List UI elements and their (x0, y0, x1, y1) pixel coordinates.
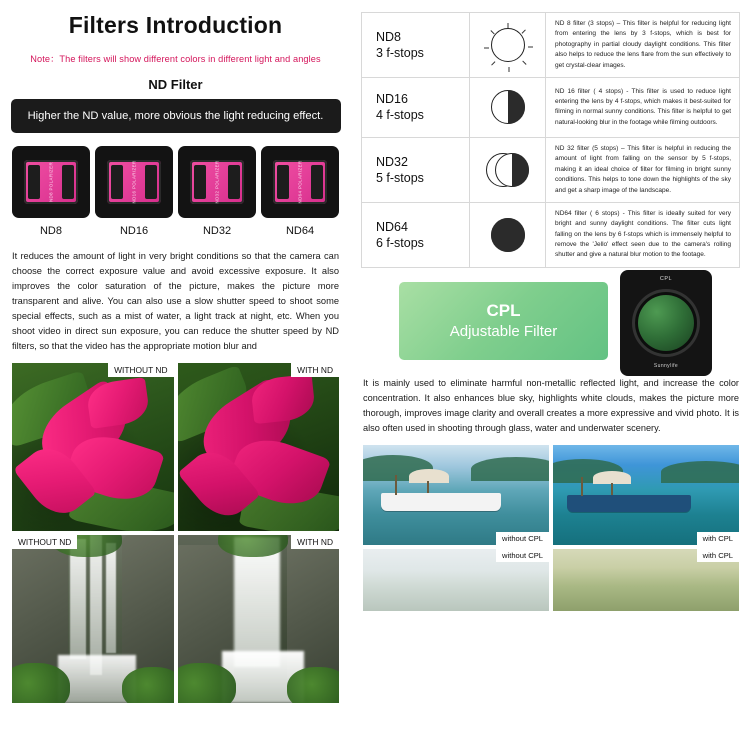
cpl-section (361, 275, 740, 369)
lens-glass (273, 160, 327, 204)
nd-filter-item (178, 146, 256, 237)
table-row (362, 13, 739, 78)
cpl-banner-title: CPL (486, 301, 521, 321)
photo-tag: WITHOUT ND (12, 535, 77, 549)
nd-description-paragraph: It reduces the amount of light in very bright conditions so that the camera can choose the correct exposure value and avoid excessive exposure. It also improves the color saturation of the picture, makes the picture more transparent and alive. You can also use a slow shutter speed to shoot some special effects, such as a mist of water, a light track at night, etc. When you shoot video in direct sun exposure, you can reduce the shutter speed by ND filters, so that the video has the appropriate motion blur and (12, 251, 339, 352)
shallow-without-cpl-photo (363, 549, 549, 611)
lens-glass (190, 160, 244, 204)
photo-tag: with CPL (697, 549, 739, 562)
half-filled-circle-icon (470, 78, 546, 137)
nd32-filter-image (178, 146, 256, 218)
lens-label: ND32 POLARIZER (214, 160, 220, 204)
nd8-caption: ND8 (39, 225, 62, 237)
nd-filter-product-row (12, 146, 339, 237)
table-row (362, 203, 739, 267)
cpl-lens-glass (635, 292, 697, 354)
nd-row-stops: 4 f-stops (376, 108, 424, 123)
photo-tag: with CPL (697, 532, 739, 545)
nd-row-description: ND64 filter ( 6 stops) - This filter is ideally suited for very bright and sunny daylight conditions. The filter cuts light falling on the lens by 6 f-stops which is immensely helpful to remove the 'Jello' effect seen due to the camera's rolling shutter and give a natural blur motion to the footage. (555, 209, 731, 259)
nd-filter-item (95, 146, 173, 237)
nd-row-name: ND32 (376, 154, 408, 169)
nd-row-label (362, 138, 470, 202)
nd-filter-item (12, 146, 90, 237)
nd-row-description: ND 8 filter (3 stops) – This filter is helpful for reducing light from entering the lens by 3 f-stops, which is best for photography in partial cloudy daylight conditions. This filter also helps to reduce the lens flare from the sun effectively to get crystal-clear images. (555, 20, 731, 69)
beach-with-cpl-photo (553, 445, 739, 545)
nd-filter-banner: Higher the ND value, more obvious the light reducing effect. (11, 99, 341, 133)
photo-tag: WITH ND (291, 363, 339, 377)
flower-without-nd-photo (12, 363, 174, 531)
beach-without-cpl-photo (363, 445, 549, 545)
nd8-filter-image (12, 146, 90, 218)
cpl-banner-subtitle: Adjustable Filter (449, 323, 558, 341)
cpl-lens-cap-label: CPL (659, 275, 673, 282)
table-row (362, 138, 739, 203)
nd-row-name: ND8 (376, 29, 402, 44)
page-title: Filters Introduction (68, 12, 283, 38)
sun-circle-icon (470, 13, 546, 77)
lens-glass (107, 160, 161, 204)
nd-row-name: ND64 (376, 219, 408, 234)
lens-label: ND16 POLARIZER (131, 160, 137, 204)
nd-row-stops: 3 f-stops (376, 45, 424, 60)
cpl-comparison-gallery (363, 445, 739, 611)
cpl-banner (399, 282, 608, 360)
lens-label: ND8 POLARIZER (48, 161, 54, 203)
flower-with-nd-photo (178, 363, 340, 531)
cpl-filter-image (620, 270, 712, 376)
table-row (362, 78, 739, 138)
photo-tag: without CPL (496, 532, 549, 545)
shallow-with-cpl-photo (553, 549, 739, 611)
cpl-description-paragraph: It is mainly used to eliminate harmful non-metallic reflected light, and increase the color concentration. It also enhances blue sky, highlights white clouds, makes the picture more thorough, improves image clarity and overall creates a more expressive and vivid photo. It is also often used in shooting through glass, water and underwater scenery. (363, 377, 739, 433)
nd16-caption: ND16 (119, 225, 149, 237)
photo-tag: without CPL (496, 549, 549, 562)
nd16-filter-image (95, 146, 173, 218)
photo-tag: WITHOUT ND (108, 363, 173, 377)
nd64-caption: ND64 (285, 225, 315, 237)
nd-row-label (362, 13, 470, 77)
nd-row-label (362, 203, 470, 267)
cpl-lens-brand-label: Sunnylife (653, 362, 679, 369)
lens-glass (24, 160, 78, 204)
double-circle-icon (470, 138, 546, 202)
photo-tag: WITH ND (291, 535, 339, 549)
filled-circle-icon (470, 203, 546, 267)
nd-row-stops: 6 f-stops (376, 235, 424, 250)
nd32-caption: ND32 (202, 225, 232, 237)
note-text: Note：The filters will show different colors in different light and angles (30, 54, 321, 64)
nd-row-label (362, 78, 470, 137)
right-column (351, 0, 750, 750)
nd64-filter-image (261, 146, 339, 218)
nd-comparison-gallery (12, 363, 339, 703)
lens-label: ND64 POLARIZER (297, 160, 303, 204)
left-column (0, 0, 351, 750)
nd-filter-heading: ND Filter (148, 77, 203, 92)
waterfall-with-nd-photo (178, 535, 340, 703)
nd-row-description: ND 32 filter (5 stops) – This filter is helpful in reducing the amount of light from falling on the sensor by 5 f-stops, making it an ideal choice of filter for filming in bright sunny conditions. This helps to tone down the highlights of the sky and get a sharp image of the landscape. (555, 144, 731, 194)
nd-filter-item (261, 146, 339, 237)
nd-row-description: ND 16 filter ( 4 stops) - This filter is used to reduce light entering the lens by 4 f-stops, which makes it best-suited for filming in normal sunny conditions. This filter is helpful to get natural-looking blur in the footage while filming outdoors. (555, 87, 731, 126)
nd-filter-spec-table (361, 12, 740, 268)
waterfall-without-nd-photo (12, 535, 174, 703)
nd-row-name: ND16 (376, 92, 408, 107)
nd-row-stops: 5 f-stops (376, 170, 424, 185)
